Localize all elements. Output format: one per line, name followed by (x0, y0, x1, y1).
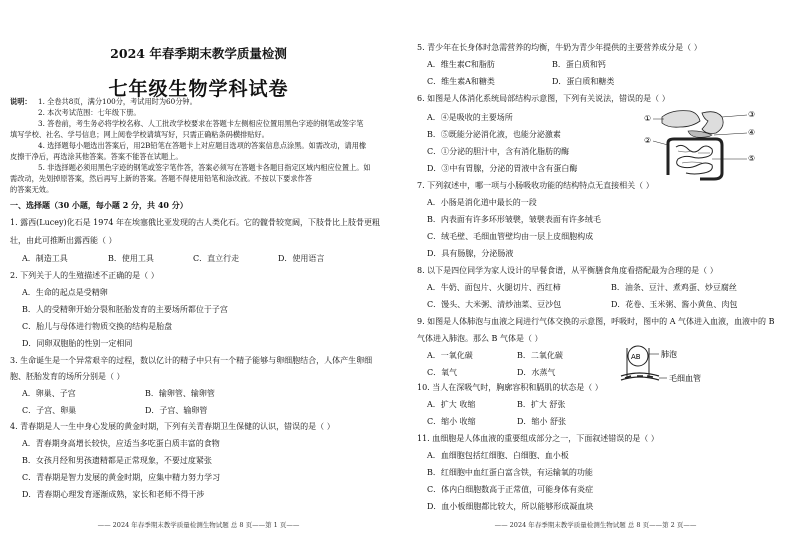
option-1c[interactable]: C．直立行走 (193, 254, 240, 263)
option-9b[interactable]: B．二氧化碳 (517, 351, 563, 360)
figure-label: ④ (748, 128, 756, 137)
option-5d[interactable]: D．蛋白质和糖类 (552, 77, 615, 86)
page-2 (397, 0, 794, 549)
digestive-system-figure (642, 103, 760, 185)
option-8a[interactable]: A．牛奶、面包片、火腿切片、西红柿 (427, 283, 561, 292)
question-5-stem: 5. 青少年在长身体时急需营养的均衡，牛奶为青少年提供的主要营养成分是（ ） (417, 43, 702, 52)
instruction-line: 的答案无效。 (10, 185, 54, 194)
option-1a[interactable]: A．制造工具 (22, 254, 68, 263)
option-11d[interactable]: D．血小板细胞都比较大，所以能够形成凝血块 (427, 502, 594, 511)
figure-label: ① (644, 114, 652, 123)
option-9d[interactable]: D．水蒸气 (517, 368, 556, 377)
page-2-footer: —— 2024 年春季期末教学质量检测生物试题 总 8 页——第 2 页—— (494, 521, 697, 529)
figure-label: ② (644, 136, 652, 145)
option-7d[interactable]: D．具有肠腺，分泌肠液 (427, 249, 514, 258)
option-7b[interactable]: B．内表面有许多环形皱襞，皱襞表面有许多绒毛 (427, 215, 601, 224)
question-6-stem: 6. 如图是人体消化系统局部结构示意图，下列有关说法，错误的是（ ） (417, 94, 670, 103)
option-2b[interactable]: B．人的受精卵开始分裂和胚胎发育的主要场所都位于子宫 (22, 305, 228, 314)
option-9c[interactable]: C．氧气 (427, 368, 458, 377)
option-9a[interactable]: A．一氧化碳 (427, 351, 473, 360)
option-8b[interactable]: B．油条、豆汁、煮鸡蛋、炒豆腐丝 (611, 283, 737, 292)
instruction-line: 1. 全卷共8页，满分100分，考试用时为60分钟。 (38, 97, 197, 106)
question-4-stem: 4. 青春期是人一生中身心发展的黄金时期，下列有关青春期卫生保健的认识，错误的是（ ） (10, 422, 335, 431)
figure-label: ③ (748, 110, 756, 119)
question-9-stem: 气体进入肺泡。那么 B 气体是（ ） (417, 334, 543, 343)
option-7a[interactable]: A．小肠是消化道中最长的一段 (427, 198, 537, 207)
option-2a[interactable]: A．生命的起点是受精卵 (22, 288, 108, 297)
option-10b[interactable]: B．扩大 舒张 (517, 400, 566, 409)
question-1-stem: 壮，由此可推断出露西能（ ） (10, 236, 117, 245)
instructions-label: 说明： (10, 97, 32, 106)
instruction-line: 需改动，先划掉原答案，然后再写上新的答案。答题不得使用铅笔和涂改液。不按以下要求作答 (10, 174, 312, 183)
option-4b[interactable]: B．女孩月经和男孩遗精都是正常现象，不要过度紧张 (22, 456, 212, 465)
instruction-line: 4. 选择题每小题选出答案后，用2B铅笔在答题卡上对应题目选项的答案信息点涂黑。如需改动，请用橡 (38, 141, 367, 150)
question-9-stem: 9. 如图是人体肺泡与血液之间进行气体交换的示意图，呼吸时，图中的 A 气体进入血液，血液中的 B (417, 317, 775, 326)
option-10d[interactable]: D．缩小 舒张 (517, 417, 566, 426)
option-8c[interactable]: C．馒头、大米粥、清炒油菜、豆沙包 (427, 300, 562, 309)
option-11b[interactable]: B．红细胞中血红蛋白富含铁，有运输氧的功能 (427, 468, 593, 477)
question-11-stem: 11. 血细胞是人体血液的重要组成部分之一，下面叙述错误的是（ ） (417, 434, 659, 443)
question-8-stem: 8. 以下是四位同学为家人设计的早餐食谱，从平衡膳食角度看搭配最为合理的是（ ） (417, 266, 718, 275)
liver-shape (662, 111, 700, 128)
option-11a[interactable]: A．血细胞包括红细胞、白细胞、血小板 (427, 451, 569, 460)
question-3-stem: 胞、胚胎发育的场所分别是（ ） (10, 372, 125, 381)
option-1d[interactable]: D．使用语言 (278, 254, 325, 263)
question-1-stem: 1. 露西(Lucey)化石是 1974 年在埃塞俄比亚发现的古人类化石。它的髋骨较宽阔，下肢骨比上肢骨更粗 (10, 218, 381, 227)
instruction-line: 3. 答卷前，考生务必将学校名称、人工批改学校要求在答题卡左侧相应位置用黑色字迹的钢笔或签字笔 (38, 119, 364, 128)
option-4a[interactable]: A．青春期身高增长较快，应适当多吃蛋白质丰富的食物 (22, 439, 220, 448)
option-5b[interactable]: B．蛋白质和钙 (552, 60, 606, 69)
option-5c[interactable]: C．维生素A和糖类 (427, 77, 495, 86)
option-6b[interactable]: B．⑤既能分泌消化液，也能分泌激素 (427, 130, 561, 139)
option-6d[interactable]: D．③中有胃腺，分泌的胃液中含有蛋白酶 (427, 164, 578, 173)
option-11c[interactable]: C．体内白细胞数高于正常值，可能身体有炎症 (427, 485, 594, 494)
option-2c[interactable]: C．胎儿与母体进行物质交换的结构是胎盘 (22, 322, 173, 331)
stomach-shape (702, 112, 723, 134)
page-1-footer: —— 2024 年春季期末教学质量检测生物试题 总 8 页——第 1 页—— (97, 521, 300, 529)
option-3a[interactable]: A．卵巢、子宫 (22, 389, 76, 398)
option-4d[interactable]: D．青春期心理发育逐渐成熟，家长和老师不得干涉 (22, 490, 205, 499)
option-4c[interactable]: C．青春期是智力发展的黄金时期，应集中精力努力学习 (22, 473, 221, 482)
figure-label-alveolus: 肺泡 (661, 350, 677, 359)
option-10c[interactable]: C．缩小 收缩 (427, 417, 476, 426)
question-10-stem: 10. 当人在深吸气时，胸廓容积和膈肌的状态是（ ） (417, 383, 603, 392)
exam-title-main: 七年级生物学科试卷 (108, 78, 289, 100)
instruction-line: 2. 本次考试范围：七年级下册。 (38, 108, 141, 117)
option-6c[interactable]: C．①分泌的胆汁中，含有消化脂肪的酶 (427, 147, 570, 156)
figure-label-ab: AB (631, 353, 641, 361)
option-6a[interactable]: A．④是吸收的主要场所 (427, 113, 513, 122)
option-3c[interactable]: C．子宫、卵巢 (22, 406, 77, 415)
option-8d[interactable]: D．花卷、玉米粥、酱小黄鱼、肉包 (611, 300, 738, 309)
instruction-line: 填写学校、社名、学号信息；网上阅卷学校请填写好，只需正确粘条码横排贴好。 (10, 130, 269, 139)
option-3d[interactable]: D．子宫、输卵管 (145, 406, 208, 415)
exam-title-top: 2024 年春季期末教学质量检测 (110, 46, 287, 61)
alveolus-figure (619, 332, 729, 402)
section-title: 一、选择题（30 小题，每小题 2 分，共 40 分） (10, 200, 188, 210)
option-7c[interactable]: C．绒毛壁、毛细血管壁均由一层上皮细胞构成 (427, 232, 594, 241)
option-3b[interactable]: B．输卵管、输卵管 (145, 389, 215, 398)
option-1b[interactable]: B．使用工具 (108, 254, 154, 263)
figure-label-capillary: 毛细血管 (669, 374, 701, 383)
instruction-line: 5. 非选择题必须用黑色字迹的钢笔或签字笔作答，答案必须写在答题卡各题目指定区域内相应位置上。如 (38, 163, 371, 172)
figure-label: ⑤ (748, 154, 756, 163)
option-10a[interactable]: A．扩大 收缩 (427, 400, 476, 409)
question-7-stem: 7. 下列叙述中，哪一项与小肠吸收功能的结构特点无直接相关（ ） (417, 181, 654, 190)
option-2d[interactable]: D．同卵双胞胎的性别一定相同 (22, 339, 133, 348)
option-5a[interactable]: A．维生素C和脂肪 (427, 60, 495, 69)
instruction-line: 皮擦干净后，再选涂其他答案。答案不能答在试题上。 (10, 152, 183, 161)
question-2-stem: 2. 下列关于人的生殖描述不正确的是（ ） (10, 271, 159, 280)
question-3-stem: 3. 生命诞生是一个异常艰辛的过程，数以亿计的精子中只有一个精子能够与卵细胞结合，人体产生卵细 (10, 356, 373, 365)
